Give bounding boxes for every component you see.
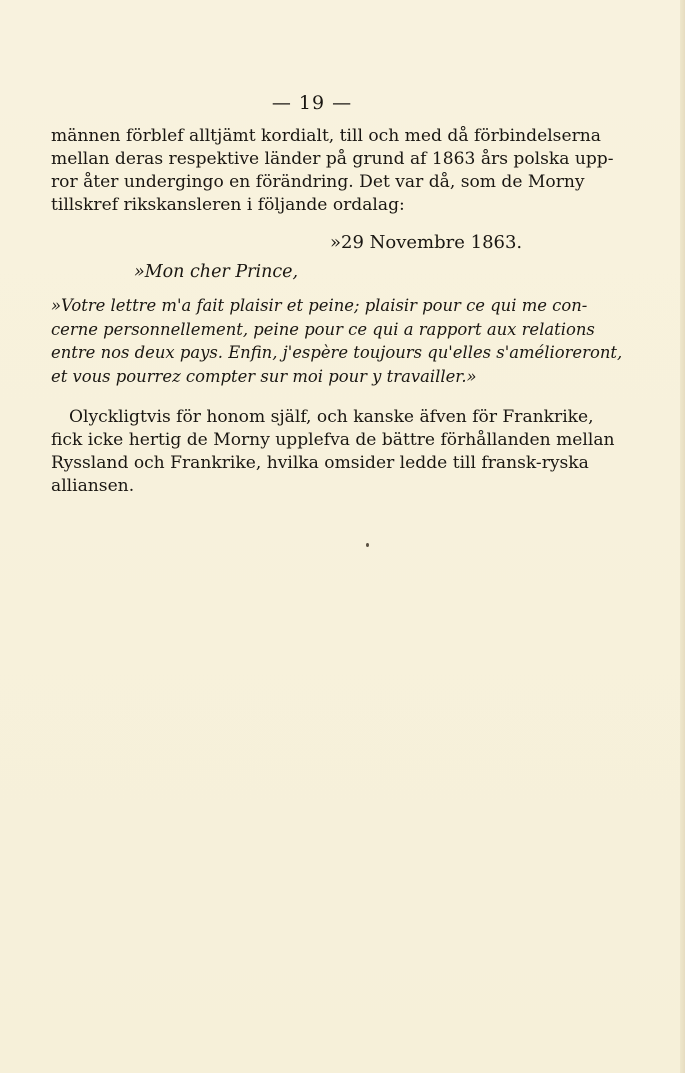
paragraph-1-line: tillskref rikskansleren i följande ordalag: [51,195,405,215]
paragraph-2 [51,406,615,498]
letter-line: cerne personnellement, peine pour ce qui a rapport aux relations [51,319,595,339]
page-number: — 19 — [271,92,353,114]
letter-salutation: »Mon cher Prince, [134,262,299,282]
paragraph-2-line: Ryssland och Frankrike, hvilka omsider ledde till fransk-ryska [51,453,589,473]
paragraph-2-line: fick icke hertig de Morny upplefva de bättre förhållanden mellan [51,430,615,450]
paragraph-2-line: Olyckligtvis för honom själf, och kanske äfven för Frankrike, [69,407,594,427]
paragraph-1-line: männen förblef alltjämt kordialt, till och med då förbindelserna [51,126,601,146]
paragraph-1-line: ror åter undergingo en förändring. Det var då, som de Morny [51,172,585,192]
paragraph-2-line: alliansen. [51,476,135,496]
letter-line: et vous pourrez compter sur moi pour y travailler.» [51,366,477,386]
paragraph-1-line: mellan deras respektive länder på grund af 1863 års polska upp- [51,149,614,169]
letter-date: »29 Novembre 1863. [330,232,523,253]
paper-speck [366,543,369,547]
letter-body [51,294,623,388]
letter-line: »Votre lettre m'a fait plaisir et peine; plaisir pour ce qui me con- [51,296,588,315]
paragraph-1 [51,125,614,217]
page-edge-shadow [680,0,685,1073]
letter-line: entre nos deux pays. Enfin, j'espère toujours qu'elles s'amélioreront, [51,343,623,362]
